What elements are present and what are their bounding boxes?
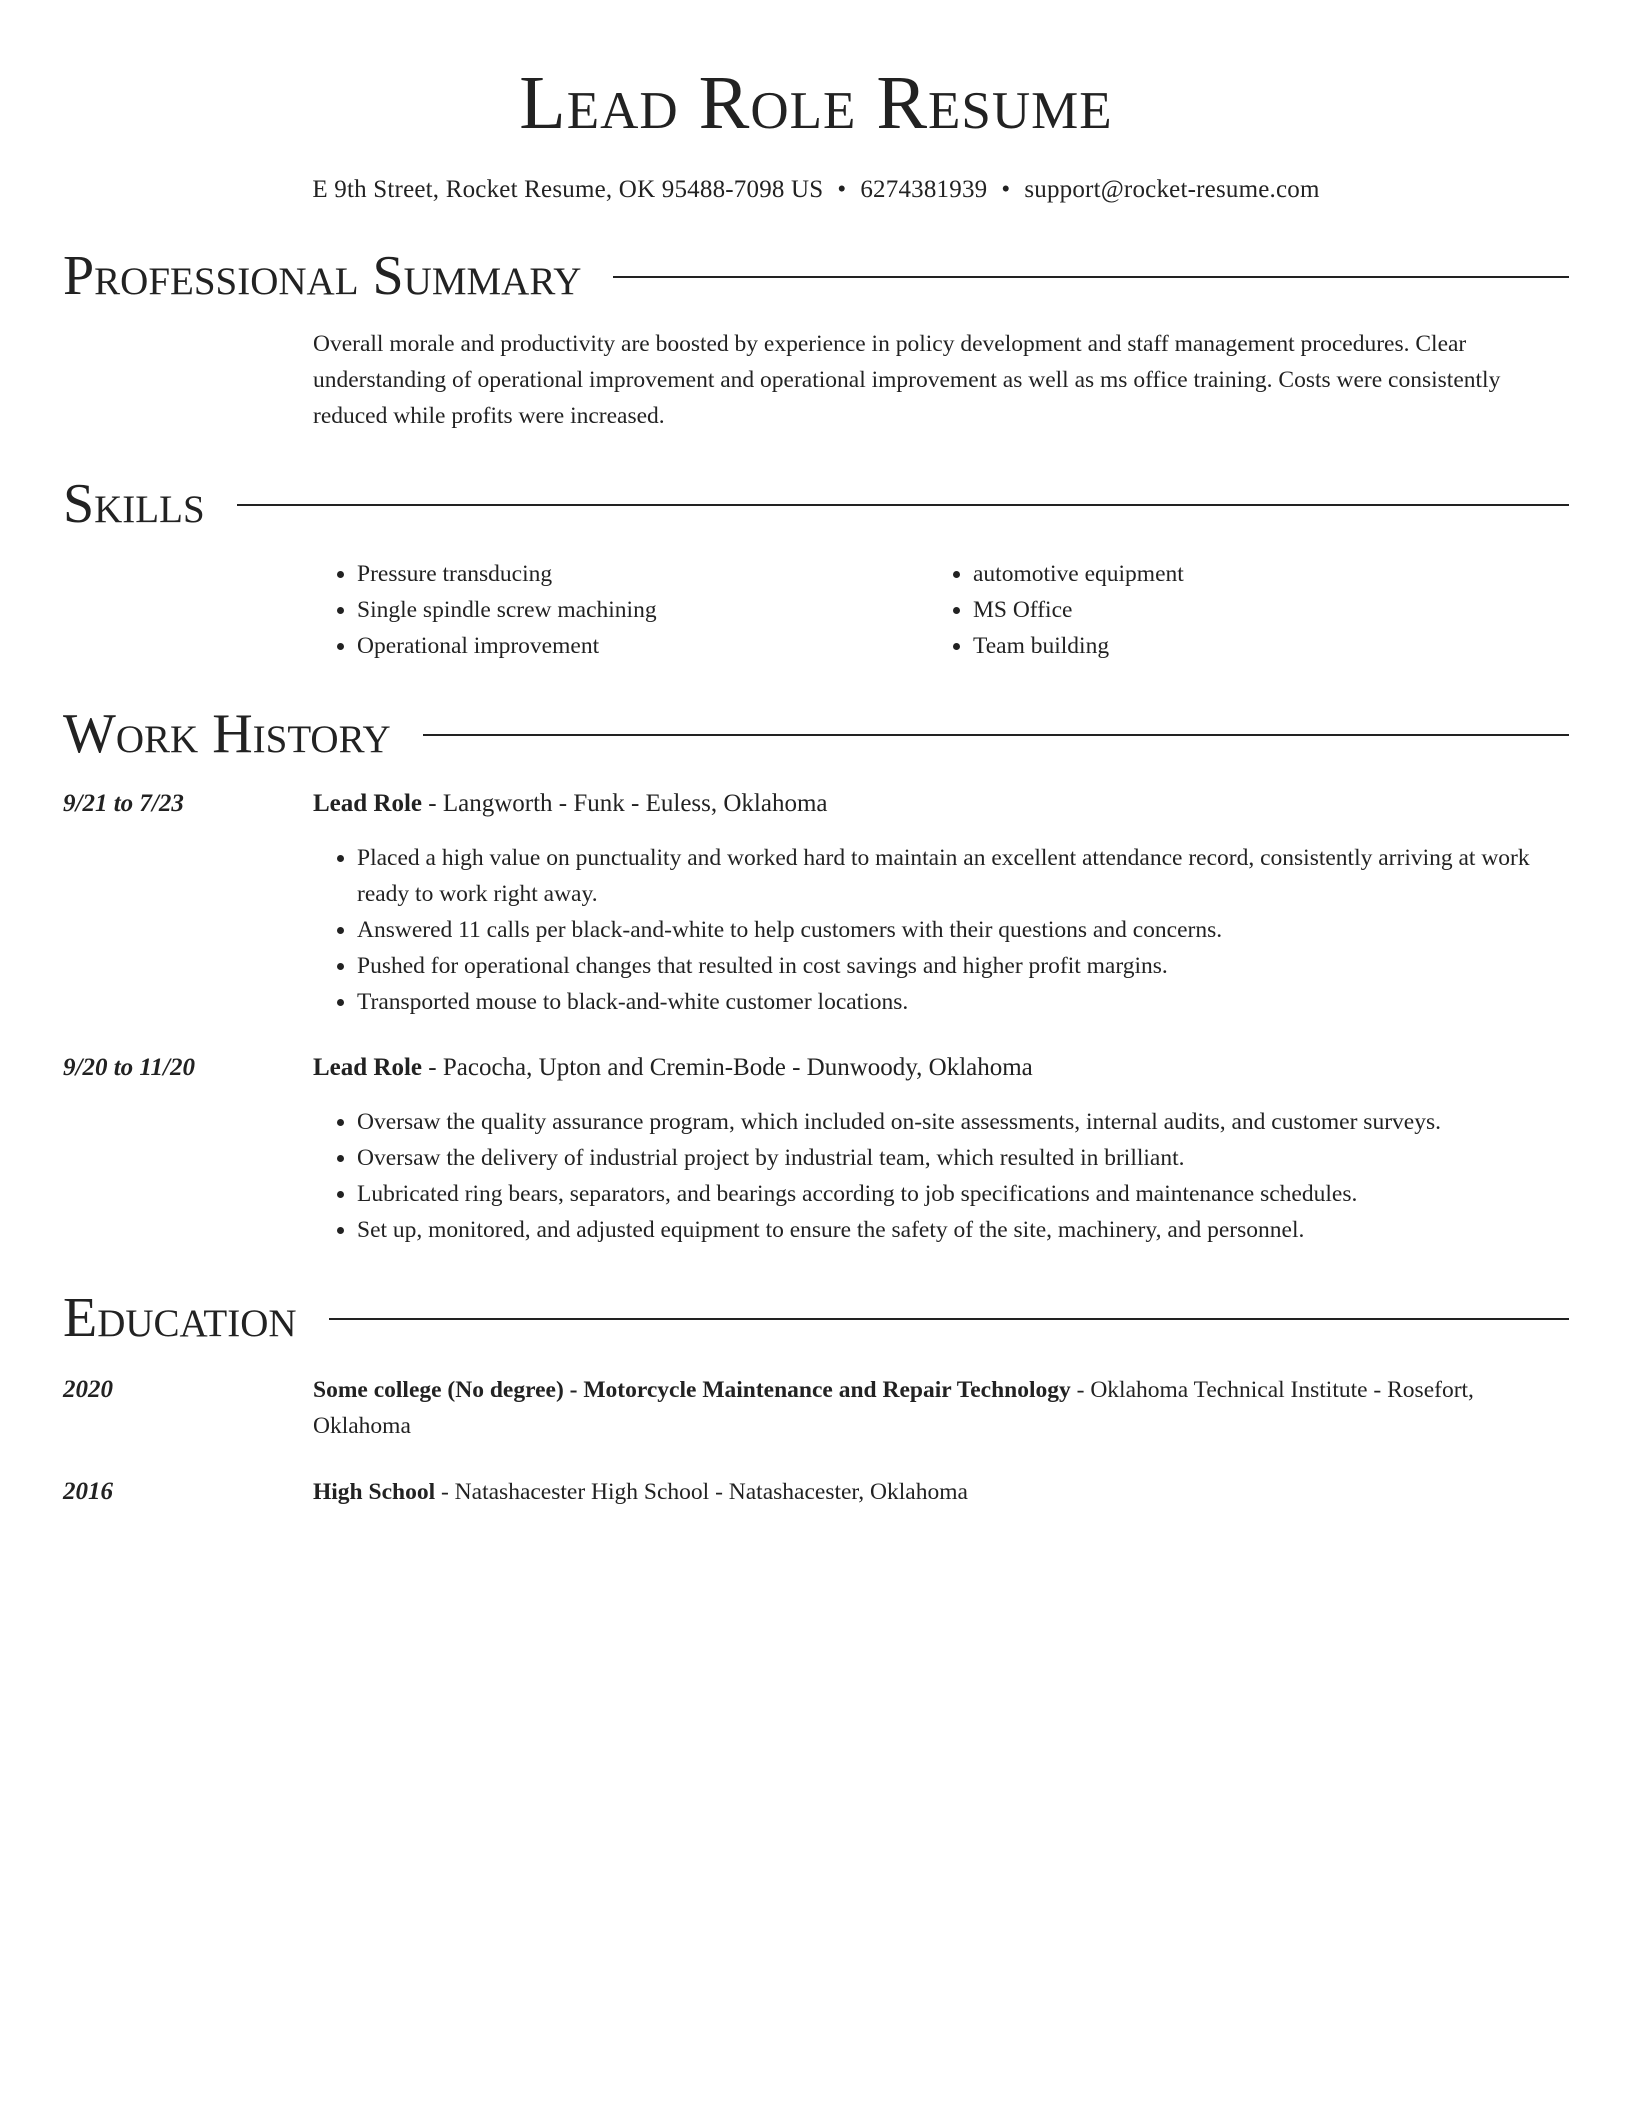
job-dates: 9/20 to 11/20	[63, 1054, 195, 1081]
education-entry	[63, 1474, 1569, 1510]
resume-header	[63, 60, 1569, 206]
job-bullet: • Lubricated ring bears, separators, and bearings according to job specifications and maintenance schedules.	[357, 1176, 1569, 1212]
education-section	[63, 1286, 1569, 1510]
job-bullets	[313, 1104, 1569, 1248]
job-bullet: • Answered 11 calls per black-and-white to help customers with their questions and concerns.	[357, 912, 1569, 948]
section-title: Work History	[63, 703, 391, 765]
skills-section	[63, 472, 1569, 664]
section-divider	[237, 504, 1569, 506]
job-role: Lead Role	[313, 1054, 423, 1081]
education-heading	[63, 1286, 1569, 1350]
summary-section	[63, 244, 1569, 434]
skills-heading	[63, 472, 1569, 536]
skill-item: • automotive equipment	[973, 556, 1545, 592]
education-text	[313, 1372, 1569, 1444]
job-bullet: • Set up, monitored, and adjusted equipment to ensure the safety of the site, machinery, and personnel.	[357, 1212, 1569, 1248]
job-bullet: • Oversaw the quality assurance program, which included on-site assessments, internal audits, and customer surveys.	[357, 1104, 1569, 1140]
section-divider	[423, 734, 1569, 736]
contact-email: support@rocket-resume.com	[1024, 176, 1320, 203]
education-year: 2016	[63, 1478, 113, 1505]
job-dates: 9/21 to 7/23	[63, 790, 184, 817]
summary-text: Overall morale and productivity are boosted by experience in policy development and staff management procedures. Clear understanding of operational improvement and operational improvement as well as ms office training. Costs were consistently reduced while profits were increased.	[313, 331, 1501, 429]
education-details: - Natashacester High School - Natashacester, Oklahoma	[435, 1479, 968, 1505]
education-degree: Some college (No degree) - Motorcycle Maintenance and Repair Technology	[313, 1377, 1071, 1403]
section-divider	[329, 1318, 1569, 1320]
education-text	[313, 1474, 1569, 1510]
job-bullet: • Pushed for operational changes that resulted in cost savings and higher profit margins.	[357, 948, 1569, 984]
section-title: Education	[63, 1287, 297, 1349]
section-title: Skills	[63, 473, 205, 535]
contact-line	[63, 174, 1569, 206]
skills-list	[313, 556, 1569, 664]
skills-column-2	[929, 556, 1545, 664]
job-details: - Langworth - Funk - Euless, Oklahoma	[422, 790, 828, 817]
job-details: - Pacocha, Upton and Cremin-Bode - Dunwoody, Oklahoma	[422, 1054, 1033, 1081]
job-bullet: • Oversaw the delivery of industrial project by industrial team, which resulted in brilliant.	[357, 1140, 1569, 1176]
work-section	[63, 702, 1569, 1248]
skills-column-1	[313, 556, 929, 664]
contact-separator: •	[837, 176, 847, 203]
education-entry	[63, 1372, 1569, 1444]
skill-item: • Team building	[973, 628, 1545, 664]
contact-separator: •	[1001, 176, 1011, 203]
job-entry	[63, 786, 1569, 1020]
job-title	[313, 786, 1569, 822]
section-divider	[613, 276, 1569, 278]
work-heading	[63, 702, 1569, 766]
job-bullets	[313, 840, 1569, 1020]
contact-address: E 9th Street, Rocket Resume, OK 95488-7098 US	[312, 176, 824, 203]
job-bullet: • Transported mouse to black-and-white customer locations.	[357, 984, 1569, 1020]
resume-name: Lead Role Resume	[519, 61, 1113, 145]
section-title: Professional Summary	[63, 245, 582, 307]
education-degree: High School	[313, 1479, 436, 1505]
job-role: Lead Role	[313, 790, 423, 817]
skill-item: • Single spindle screw machining	[357, 592, 929, 628]
contact-phone: 6274381939	[860, 176, 988, 203]
education-details: - Oklahoma Technical Institute - Rosefort, Oklahoma	[313, 1377, 1474, 1439]
skill-item: • Operational improvement	[357, 628, 929, 664]
summary-heading	[63, 244, 1569, 308]
skill-item: • MS Office	[973, 592, 1545, 628]
skill-item: • Pressure transducing	[357, 556, 929, 592]
job-title	[313, 1050, 1569, 1086]
job-bullet: • Placed a high value on punctuality and worked hard to maintain an excellent attendance record, consistently arriving at work ready to work right away.	[357, 840, 1569, 912]
education-year: 2020	[63, 1376, 113, 1403]
job-entry	[63, 1050, 1569, 1248]
